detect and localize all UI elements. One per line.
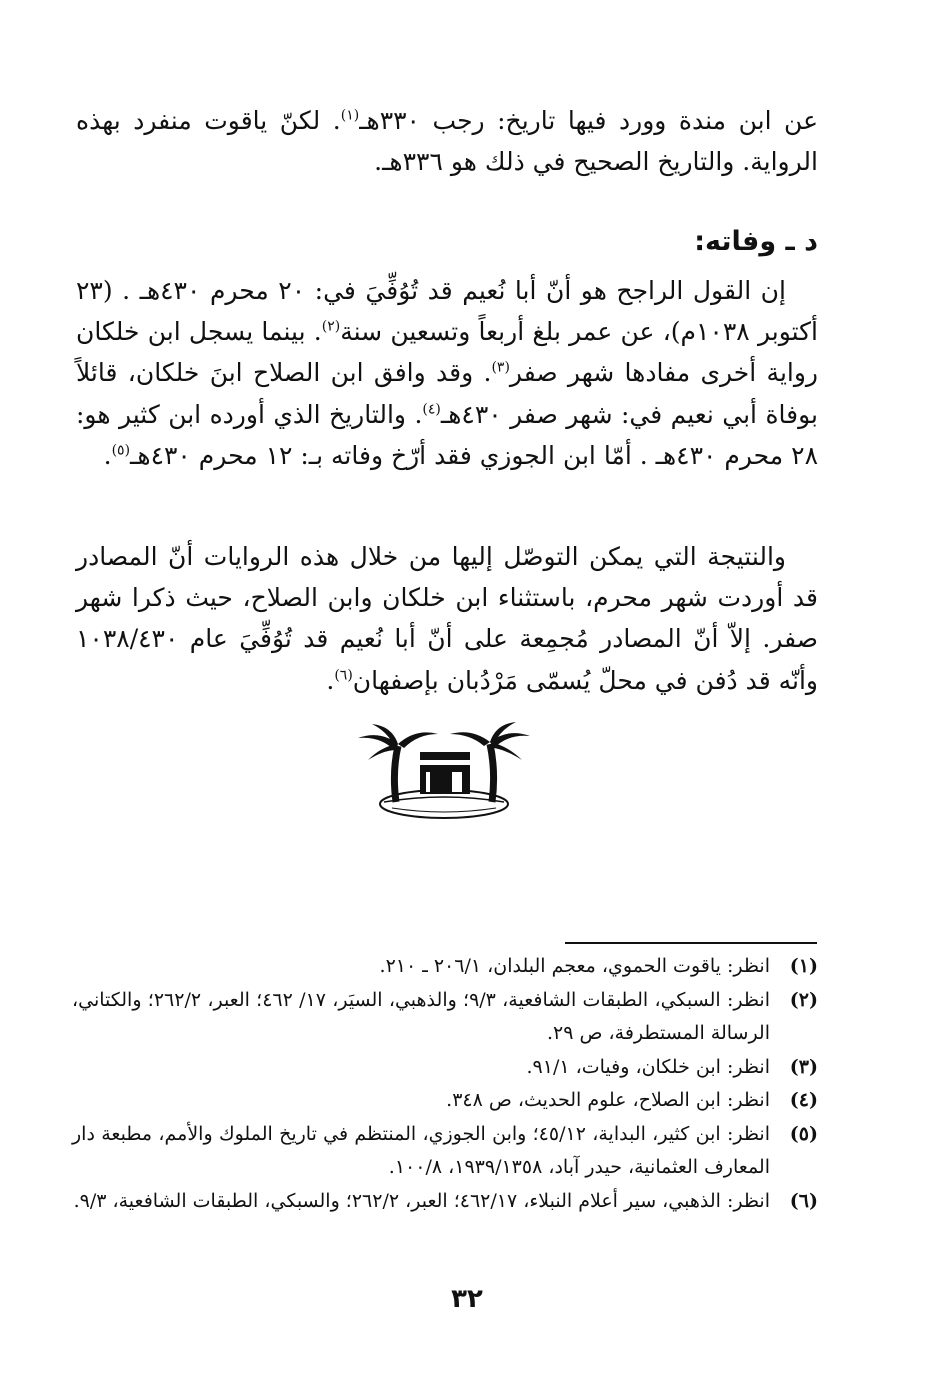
footnote-text: انظر: ياقوت الحموي، معجم البلدان، ٢٠٦/١ ـ ٢١٠.	[379, 955, 770, 977]
paragraph-1-text-a: عن ابن مندة وورد فيها تاريخ: رجب ٣٣٠هـ	[359, 106, 818, 135]
footnote-ref-4[interactable]: (٤)	[422, 401, 441, 418]
footnotes	[72, 950, 818, 1218]
footnote-number: (٢)	[789, 988, 818, 1011]
footnote-item	[72, 1084, 818, 1118]
footnote-text: انظر: السبكي، الطبقات الشافعية، ٩/٣؛ والذهبي، السيَر، ١٧/ ٤٦٢؛ العبر، ٢٦٢/٢؛ والكتاني، الرسالة المستطرفة، ص ٢٩.	[72, 988, 770, 1044]
paragraph-2-text-5: .	[103, 440, 112, 470]
paragraph-2	[76, 270, 818, 476]
footnote-text: انظر: ابن كثير، البداية، ٤٥/١٢؛ وابن الجوزي، المنتظم في تاريخ الملوك والأمم، مطبعة دار المعارف العثمانية، حيدر آباد، ١٩٣٩/١٣٥٨، ١٠٠/٨.	[72, 1122, 771, 1178]
footnote-number: (٥)	[789, 1122, 818, 1145]
footnote-ref-1[interactable]: (١)	[340, 107, 360, 124]
footnote-item	[72, 1185, 818, 1219]
footnote-ref-3[interactable]: (٣)	[491, 360, 510, 377]
footnote-text: انظر: ابن خلكان، وفيات، ٩١/١.	[526, 1055, 770, 1078]
footnote-ref-5[interactable]: (٥)	[111, 442, 131, 459]
paragraph-2-text-3: . وقد وافق ابن الصلاح ابنَ خلكان، قائلاً بوفاة أبي نعيم في: شهر صفر ٤٣٠هـ	[76, 358, 818, 429]
paragraph-3	[76, 536, 818, 701]
footnote-item	[72, 1118, 818, 1185]
paragraph-1	[76, 100, 818, 182]
paragraph-2-text-4: . والتاريخ الذي أورده ابن كثير هو: ٢٨ محرم ٤٣٠هـ . أمّا ابن الجوزي فقد أرّخ وفاته بـ: ١٢ محرم ٤٣٠هـ	[76, 399, 818, 470]
footnote-number: (٤)	[789, 1089, 818, 1111]
paragraph-3-text-2: .	[326, 665, 335, 695]
footnote-ref-6[interactable]: (٦)	[334, 667, 353, 684]
footnote-separator	[565, 942, 817, 944]
footnote-item	[72, 984, 818, 1051]
footnote-number: (٣)	[789, 1055, 818, 1078]
section-heading: د ـ وفاته:	[694, 226, 818, 257]
page-number: ٣٢	[451, 1284, 483, 1314]
footnote-text: انظر: الذهبي، سير أعلام النبلاء، ٤٦٢/١٧؛ العبر، ٢٦٢/٢؛ والسبكي، الطبقات الشافعية، ٩/٣.	[73, 1189, 770, 1212]
paragraph-3-text-1: والنتيجة التي يمكن التوصّل إليها من خلال هذه الروايات أنّ المصادر قد أوردت شهر محرم، باستثناء ابن خلكان وابن الصلاح، حيث ذكرا شهر صفر. إلاّ أنّ المصادر مُجمِعة على أنّ أبا نُعيم قد تُوُفِّيَ عام ١٠٣٨/٤٣٠ وأنّه قد دُفن في محلّ يُسمّى مَرْدُبان بإصفهان	[76, 542, 818, 695]
paragraph-1-text-b: . لكنّ ياقوت منفرد بهذه الرواية. والتاريخ الصحيح في ذلك هو ٣٣٦هـ.	[76, 106, 818, 177]
footnote-number: (١)	[789, 955, 818, 977]
footnote-number: (٦)	[789, 1189, 818, 1212]
footnote-item	[72, 1051, 818, 1085]
footnote-ref-2[interactable]: (٢)	[321, 318, 341, 335]
palm-trees-kaaba-ornament	[352, 722, 534, 822]
footnote-item	[72, 950, 818, 984]
paragraph-2-text-2: . بينما يسجل ابن خلكان رواية أخرى مفادها شهر صفر	[76, 317, 818, 388]
paragraph-2-text-1: إن القول الراجح هو أنّ أبا نُعيم قد تُوُفِّيَ في: ٢٠ محرم ٤٣٠هـ . (٢٣ أكتوبر ١٠٣٨م)، عن عمر بلغ أربعاً وتسعين سنة	[76, 276, 818, 347]
footnote-text: انظر: ابن الصلاح، علوم الحديث، ص ٣٤٨.	[446, 1089, 770, 1111]
